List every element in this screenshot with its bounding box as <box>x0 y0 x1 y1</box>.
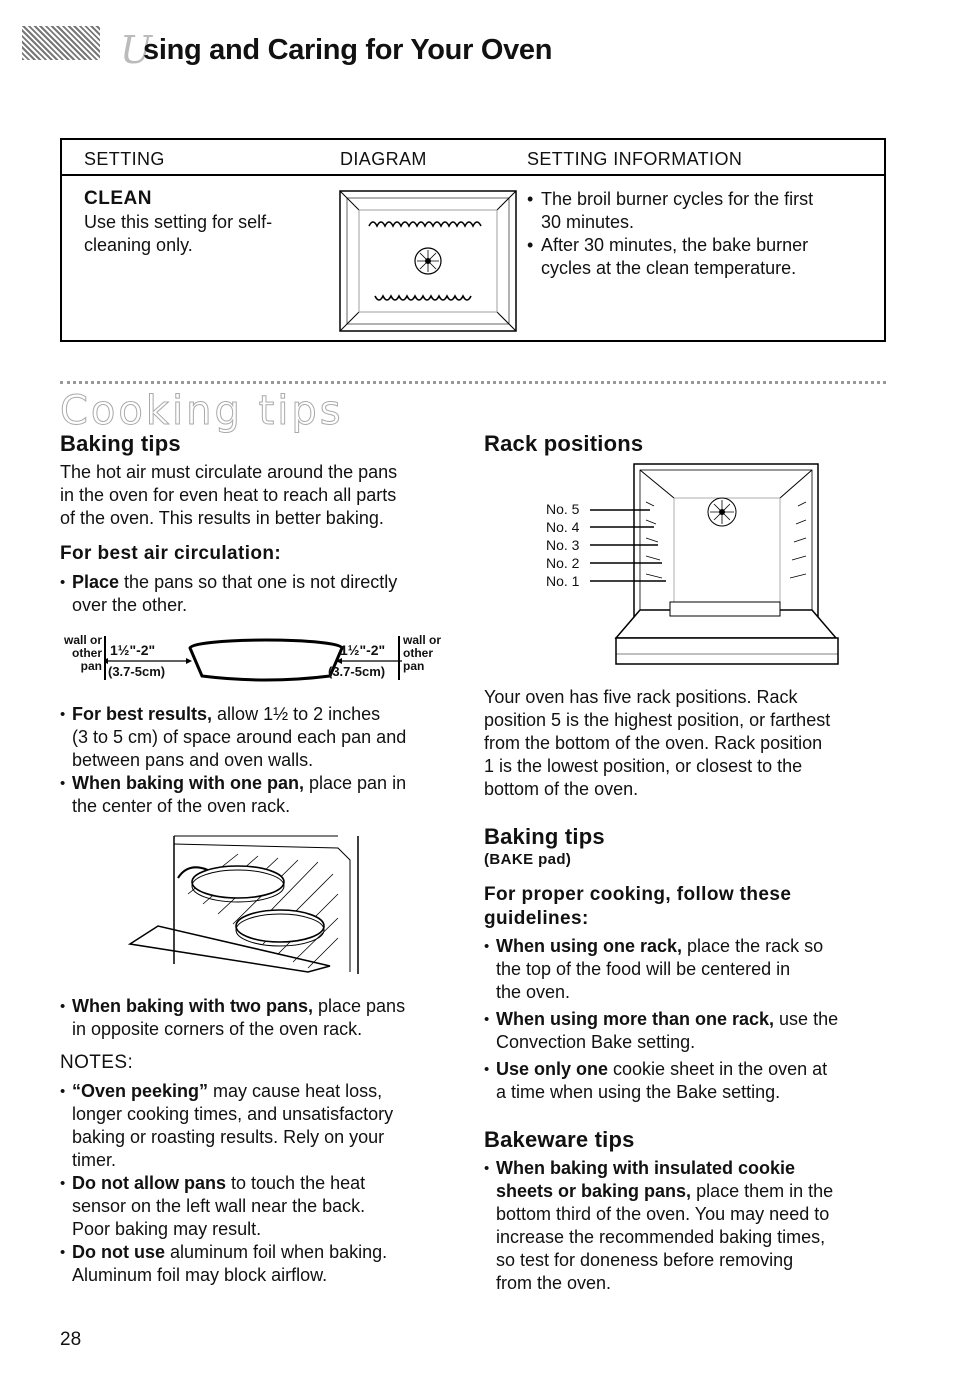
note-item: • Do not use aluminum foil when baking. Aluminum foil may block airflow. <box>60 1241 455 1287</box>
rack-positions-diagram <box>590 462 842 684</box>
table-header <box>62 140 884 176</box>
setting-description: Use this setting for self- cleaning only. <box>84 212 273 255</box>
guidelines-list <box>484 935 884 1104</box>
note-item: • Do not allow pans to touch the heat sensor on the left wall near the back. Poor baking may result. <box>60 1172 455 1241</box>
column-header-setting: SETTING <box>84 149 165 169</box>
header-decoration <box>22 26 100 60</box>
bake-pad-label: (BAKE pad) <box>484 851 572 868</box>
setting-name: CLEAN <box>84 188 152 209</box>
column-header-info: SETTING INFORMATION <box>527 149 743 169</box>
rack-label: No. 3 <box>546 537 580 553</box>
right-wall-label: wall or other pan <box>403 633 442 673</box>
one-pan-item: • When baking with one pan, place pan in the center of the oven rack. <box>60 772 455 818</box>
rack-label: No. 5 <box>546 501 580 517</box>
column-header-diagram: DIAGRAM <box>340 149 427 169</box>
notes-list <box>60 1080 455 1287</box>
rack-label: No. 1 <box>546 573 580 589</box>
page-title: sing and Caring for Your Oven <box>143 34 553 66</box>
two-pans-list <box>60 995 455 1041</box>
guideline-item: • When using more than one rack, use the Convection Bake setting. <box>484 1008 884 1054</box>
two-pans-item: • When baking with two pans, place pans in opposite corners of the oven rack. <box>60 995 455 1041</box>
place-list <box>60 571 455 617</box>
info-item: • The broil burner cycles for the first 30 minutes. <box>527 188 877 234</box>
rack-label: No. 2 <box>546 555 580 571</box>
clean-oven-diagram <box>339 190 517 332</box>
right-wall-line <box>398 636 400 680</box>
pan-spacing-diagram <box>58 634 458 686</box>
place-item: • Place the pans so that one is not directly over the other. <box>60 571 455 617</box>
info-item: • After 30 minutes, the bake burner cycles at the clean temperature. <box>527 234 877 280</box>
note-item: • “Oven peeking” may cause heat loss, longer cooking times, and unsatisfactory baking or roasting results. Rely on your timer. <box>60 1080 455 1172</box>
setting-table <box>60 138 886 342</box>
title-initial-glyph: U <box>120 28 153 72</box>
baking-tips-heading-right: Baking tips <box>484 824 605 849</box>
page-number: 28 <box>60 1329 82 1350</box>
baking-tips-heading: Baking tips <box>60 431 181 456</box>
right-measure-cm: (3.7-5cm) <box>328 664 386 679</box>
rack-positions-text: Your oven has five rack positions. Rack position 5 is the highest position, or farthest from the bottom of the oven. Rack position 1 is the lowest position, or closest to the bottom of the oven. <box>484 687 831 799</box>
rack-positions-heading: Rack positions <box>484 431 644 456</box>
best-results-item: • For best results, allow 1½ to 2 inches (3 to 5 cm) of space around each pan and between pans and oven walls. <box>60 703 455 772</box>
rack-label: No. 4 <box>546 519 580 535</box>
left-measure-in: 1½"-2" <box>110 642 156 658</box>
guideline-item: • Use only one cookie sheet in the oven at a time when using the Bake setting. <box>484 1058 884 1104</box>
bakeware-item: • When baking with insulated cookie sheets or baking pans, place them in the bottom third of the oven. You may need to increase the recommended baking times, so test for doneness before removing from the oven. <box>484 1157 884 1295</box>
left-measure-cm: (3.7-5cm) <box>108 664 166 679</box>
setting-info-list <box>527 188 877 280</box>
section-divider <box>60 381 886 384</box>
section-title: Cooking tips <box>60 388 344 434</box>
bakeware-list <box>484 1157 884 1295</box>
baking-intro: The hot air must circulate around the pans in the oven for even heat to reach all parts of the oven. This results in better baking. <box>60 462 398 528</box>
left-wall-label: wall or other pan <box>63 633 102 673</box>
bakeware-tips-heading: Bakeware tips <box>484 1127 635 1152</box>
guideline-item: • When using one rack, place the rack so the top of the food will be centered in the oven. <box>484 935 884 1004</box>
notes-heading: NOTES: <box>60 1052 134 1073</box>
rack-labels <box>546 500 579 590</box>
two-pans-rack-illustration <box>128 834 364 976</box>
proper-cooking-heading: For proper cooking, follow these guidelines: <box>484 884 792 929</box>
results-list <box>60 703 455 818</box>
air-circulation-heading: For best air circulation: <box>60 543 282 564</box>
right-measure-in: 1½"-2" <box>340 642 386 658</box>
